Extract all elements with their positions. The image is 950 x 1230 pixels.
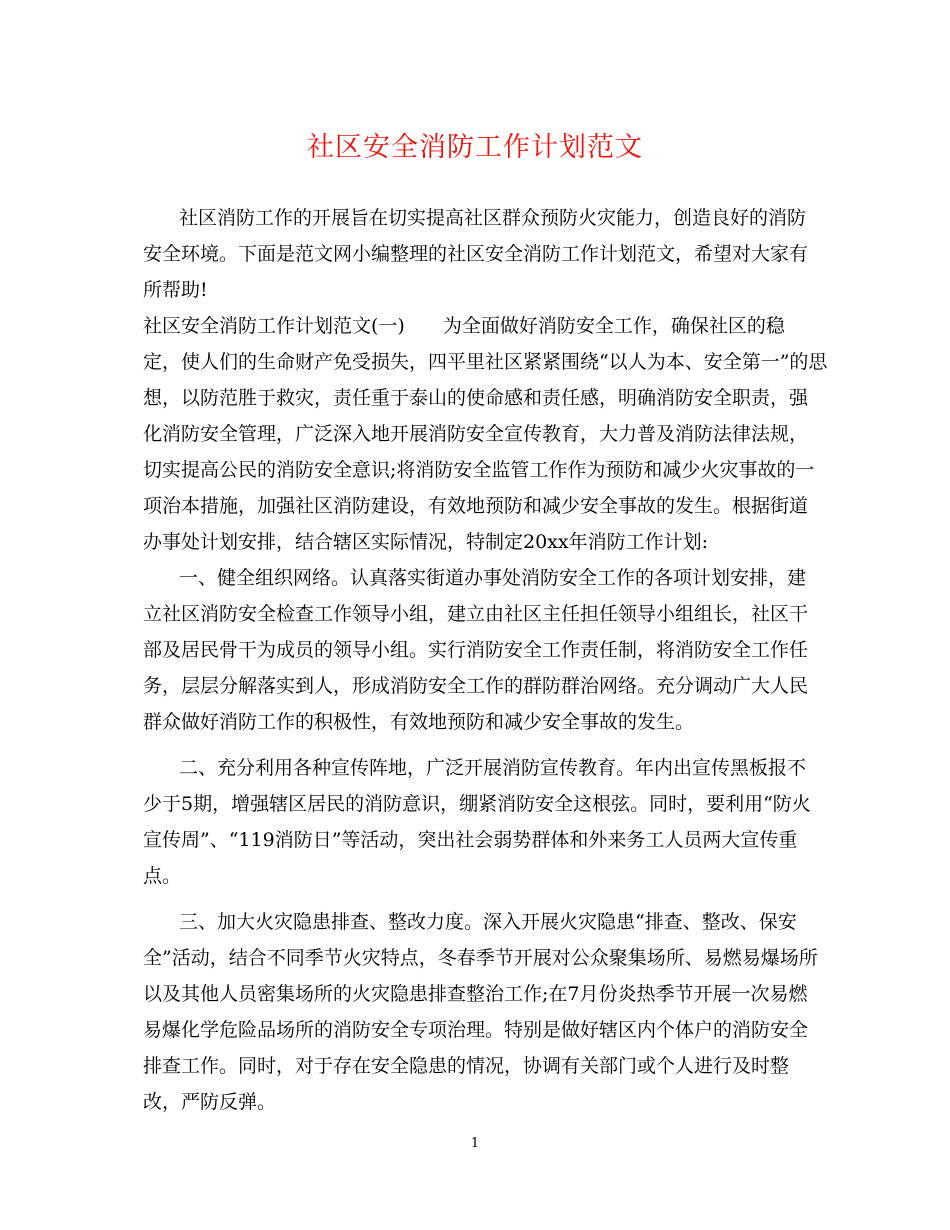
paragraph-line: 一、健全组织网络。认真落实街道办事处消防安全工作的各项计划安排，建 <box>179 567 807 589</box>
paragraph-line: 定，使人们的生命财产免受损失，四平里社区紧紧围绕“以人为本、安全第一”的思 <box>143 351 828 373</box>
paragraph-line: 二、充分利用各种宣传阵地，广泛开展消防宣传教育。年内出宣传黑板报不 <box>179 757 807 779</box>
paragraph-line: 化消防安全管理，广泛深入地开展消防安全宣传教育，大力普及消防法律法规， <box>143 423 809 445</box>
paragraph-line: 务，层层分解落实到人，形成消防安全工作的群防群治网络。充分调动广大人民 <box>143 675 809 697</box>
paragraph-line: 部及居民骨干为成员的领导小组。实行消防安全工作责任制，将消防安全工作任 <box>143 639 809 661</box>
paragraph-line: 点。 <box>143 865 182 887</box>
paragraph-line: 三、加大火灾隐患排查、整改力度。深入开展火灾隐患“排查、整改、保安 <box>179 911 797 933</box>
paragraph-line: 改，严防反弹。 <box>143 1091 277 1113</box>
paragraph-line: 易爆化学危险品场所的消防安全专项治理。特别是做好辖区内个体户的消防安全 <box>143 1019 809 1041</box>
paragraph-line: 排查工作。同时，对于存在安全隐患的情况，协调有关部门或个人进行及时整 <box>143 1055 790 1077</box>
document-title: 社区安全消防工作计划范文 <box>307 132 643 163</box>
paragraph-line: 切实提高公民的消防安全意识;将消防安全监管工作作为预防和减少火灾事故的一 <box>143 459 815 481</box>
paragraph-line: 少于5期，增强辖区居民的消防意识，绷紧消防安全这根弦。同时，要利用“防火 <box>143 793 811 815</box>
paragraph-line: 全”活动，结合不同季节火灾特点，冬春季节开展对公众聚集场所、易燃易爆场所 <box>143 947 818 969</box>
paragraph-line: 社区安全消防工作计划范文(一) 为全面做好消防安全工作，确保社区的稳 <box>143 315 785 337</box>
paragraph-line: 办事处计划安排，结合辖区实际情况，特制定20xx年消防工作计划: <box>143 531 709 553</box>
paragraph-line: 群众做好消防工作的积极性，有效地预防和减少安全事故的发生。 <box>143 711 695 733</box>
paragraph-line: 安全环境。下面是范文网小编整理的社区安全消防工作计划范文，希望对大家有 <box>143 243 809 265</box>
paragraph-line: 立社区消防安全检查工作领导小组，建立由社区主任担任领导小组组长，社区干 <box>143 603 809 625</box>
paragraph-line: 想，以防范胜于救灾，责任重于泰山的使命感和责任感，明确消防安全职责，强 <box>143 387 809 409</box>
paragraph-line: 所帮助! <box>143 279 208 301</box>
paragraph-line: 项治本措施，加强社区消防建设，有效地预防和减少安全事故的发生。根据街道 <box>143 495 809 517</box>
paragraph-line: 宣传周”、“119消防日”等活动，突出社会弱势群体和外来务工人员两大宣传重 <box>143 829 798 851</box>
page-number: 1 <box>470 1136 480 1151</box>
paragraph-line: 以及其他人员密集场所的火灾隐患排查整治工作;在7月份炎热季节开展一次易燃 <box>143 983 808 1005</box>
paragraph-line: 社区消防工作的开展旨在切实提高社区群众预防火灾能力，创造良好的消防 <box>179 207 807 229</box>
